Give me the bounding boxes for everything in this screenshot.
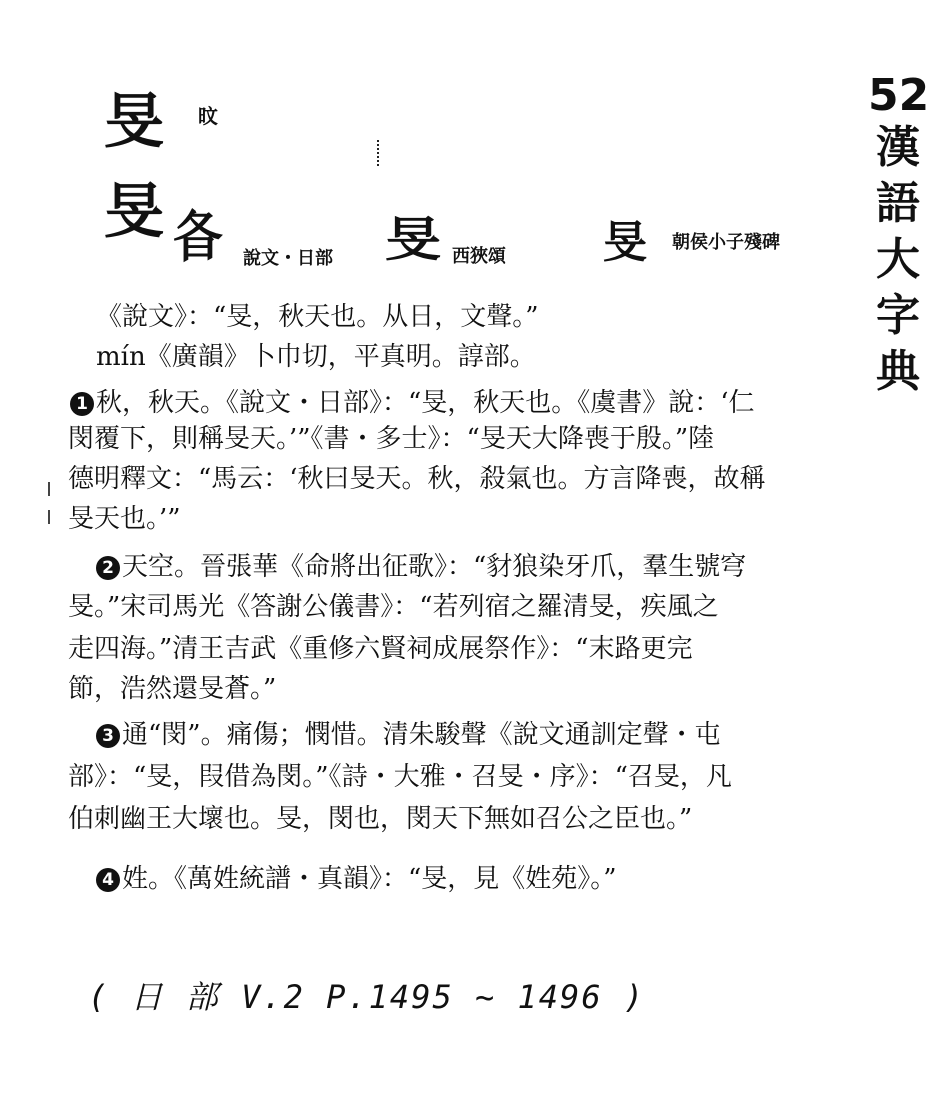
title-char: 字	[876, 290, 920, 341]
source-label-xixiasong: 西狹頌	[452, 246, 506, 267]
sense-4-line-1	[96, 862, 617, 896]
ancient-form-chaohou: 旻	[603, 217, 647, 268]
sense-2-line-3: 走四海。”清王吉武《重修六賢祠成展祭作》：“末路更完	[68, 634, 693, 664]
scan-mark	[377, 140, 381, 166]
title-char: 典	[876, 346, 920, 397]
sense-1-line-3: 德明釋文：“馬云：‘秋曰旻天。秋，殺氣也。方言降喪，故稱	[68, 464, 766, 494]
source-label-shuowen: 說文・日部	[243, 248, 333, 269]
sense-number-badge: 3	[96, 724, 120, 748]
sense-number-badge: 2	[96, 556, 120, 580]
sense-number-badge: 1	[70, 392, 94, 416]
title-char: 漢	[876, 122, 920, 173]
page-number: 52	[868, 70, 930, 121]
sense-1-line-2: 閔覆下，則稱旻天。’”《書・多士》：“旻天大降喪于殷。”陸	[68, 424, 715, 454]
shuowen-line: 《說文》：“旻，秋天也。从日，文聲。”	[96, 302, 539, 332]
title-char: 大	[876, 234, 920, 285]
sense-text: 秋，秋天。《說文・日部》：“旻，秋天也。《虞書》說：‘仁	[96, 388, 755, 418]
dictionary-title	[868, 72, 928, 400]
sense-text: 通“閔”。痛傷；憫惜。清朱駿聲《說文通訓定聲・屯	[122, 720, 721, 750]
sense-3-line-3: 伯刺幽王大壞也。旻，閔也，閔天下無如召公之臣也。”	[68, 804, 693, 834]
pronunciation-line: mín《廣韻》卜巾切，平真明。諄部。	[96, 342, 536, 372]
sense-3-line-1	[96, 718, 721, 752]
sense-1-line-4: 旻天也。’”	[68, 504, 181, 534]
headword-variant: 旻	[104, 177, 164, 247]
sense-2-line-1	[96, 550, 746, 584]
title-char: 語	[876, 178, 920, 229]
sense-number-badge: 4	[96, 868, 120, 892]
sense-2-line-2: 旻。”宋司馬光《答謝公儀書》：“若列宿之羅清旻，疾風之	[68, 592, 719, 622]
margin-mark	[48, 510, 50, 524]
ancient-form-shuowen: 𣅈	[172, 205, 224, 271]
headword-regular: 旻	[104, 87, 162, 157]
margin-mark	[48, 482, 50, 496]
sense-3-line-2: 部》：“旻，叚借為閔。”《詩・大雅・召旻・序》：“召旻，凡	[68, 762, 732, 792]
sense-2-line-4: 節，浩然還旻蒼。”	[68, 674, 277, 704]
handwritten-reference-note: ( 日 部 V.2 P.1495 ~ 1496 )	[88, 978, 646, 1016]
source-label-chaohou: 朝侯小子殘碑	[672, 232, 780, 253]
sense-text: 姓。《萬姓統譜・真韻》：“旻，見《姓苑》。”	[122, 864, 617, 894]
sense-text: 天空。晉張華《命將出征歌》：“豺狼染牙爪，羣生號穹	[122, 552, 747, 582]
sense-1-line-1	[70, 386, 755, 420]
ancient-form-xixiasong: 旻	[385, 211, 441, 269]
variant-label: 旼	[198, 104, 218, 128]
